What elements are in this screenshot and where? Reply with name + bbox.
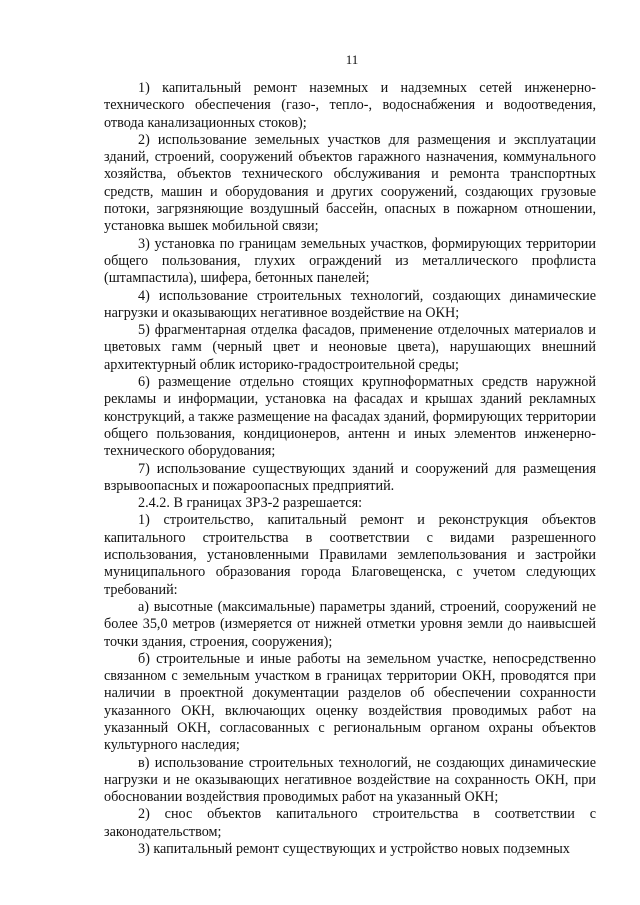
paragraph: 5) фрагментарная отделка фасадов, применение отделочных материалов и цветовых гамм (черный цвет и неоновые цвета), нарушающих внешний архитектурный облик историко-градостроительной среды; [104, 322, 596, 373]
paragraph: 6) размещение отдельно стоящих крупноформатных средств наружной рекламы и информации, установка на фасадах и крышах зданий рекламных конструкций, а также размещение на фасадах зданий, формирующих территории общего пользования, кондиционеров, антенн и иных элементов инженерно-технического оборудования; [104, 374, 596, 460]
section-heading: 2.4.2. В границах ЗРЗ-2 разрешается: [138, 495, 363, 512]
paragraph: в) использование строительных технологий, не создающих динамические нагрузки и не оказывающих негативное воздействие на сохранность ОКН, при обосновании воздействия проводимых работ на указанный ОКН; [104, 754, 596, 806]
paragraph: 1) капитальный ремонт наземных и надземных сетей инженерно-технического обеспечения (газо-, тепло-, водоснабжения и водоотведения, отвода канализационных стоков); [104, 80, 596, 131]
paragraph: 4) использование строительных технологий, создающих динамические нагрузки и оказывающих негативное воздействие на ОКН; [104, 287, 596, 321]
page-number: 11 [345, 52, 359, 67]
paragraph: а) высотные (максимальные) параметры зданий, строений, сооружений не более 35,0 метров (измеряется от нижней отметки уровня земли до наивысшей точки здания, строения, сооружения); [104, 598, 596, 650]
paragraph: 3) установка по границам земельных участков, формирующих территории общего пользования, глухих ограждений из металлического профлиста (штампастила), шифера, бетонных панелей; [104, 235, 596, 287]
paragraph: 2) снос объектов капитального строительства в соответствии с законодательством; [104, 806, 596, 840]
paragraph: 3) капитальный ремонт существующих и устройство новых подземных [138, 841, 570, 858]
paragraph: 1) строительство, капитальный ремонт и реконструкция объектов капитального строительства в соответствии с видами разрешенного использования, установленными Правилами землепользования и застройки муниципального образования города Благовещенска, с учетом следующих требований: [104, 512, 596, 598]
paragraph: б) строительные и иные работы на земельном участке, непосредственно связанном с земельным участком в границах территории ОКН, проводятся при наличии в проектной документации разделов об обеспечении сохранности указанного ОКН, включающих оценку воздействия проводимых работ на указанный ОКН, согласованных с региональным органом охраны объектов культурного наследия; [104, 650, 596, 754]
paragraph: 2) использование земельных участков для размещения и эксплуатации зданий, строений, сооружений объектов гаражного назначения, коммунального хозяйства, объектов технического обслуживания и ремонта транспортных средств, машин и оборудования и других сооружений, создающих грузовые потоки, загрязняющие воздушный бассейн, опасных в пожарном отношении, установка вышек мобильной связи; [104, 131, 596, 235]
paragraph: 7) использование существующих зданий и сооружений для размещения взрывоопасных и пожароопасных предприятий. [104, 460, 596, 494]
